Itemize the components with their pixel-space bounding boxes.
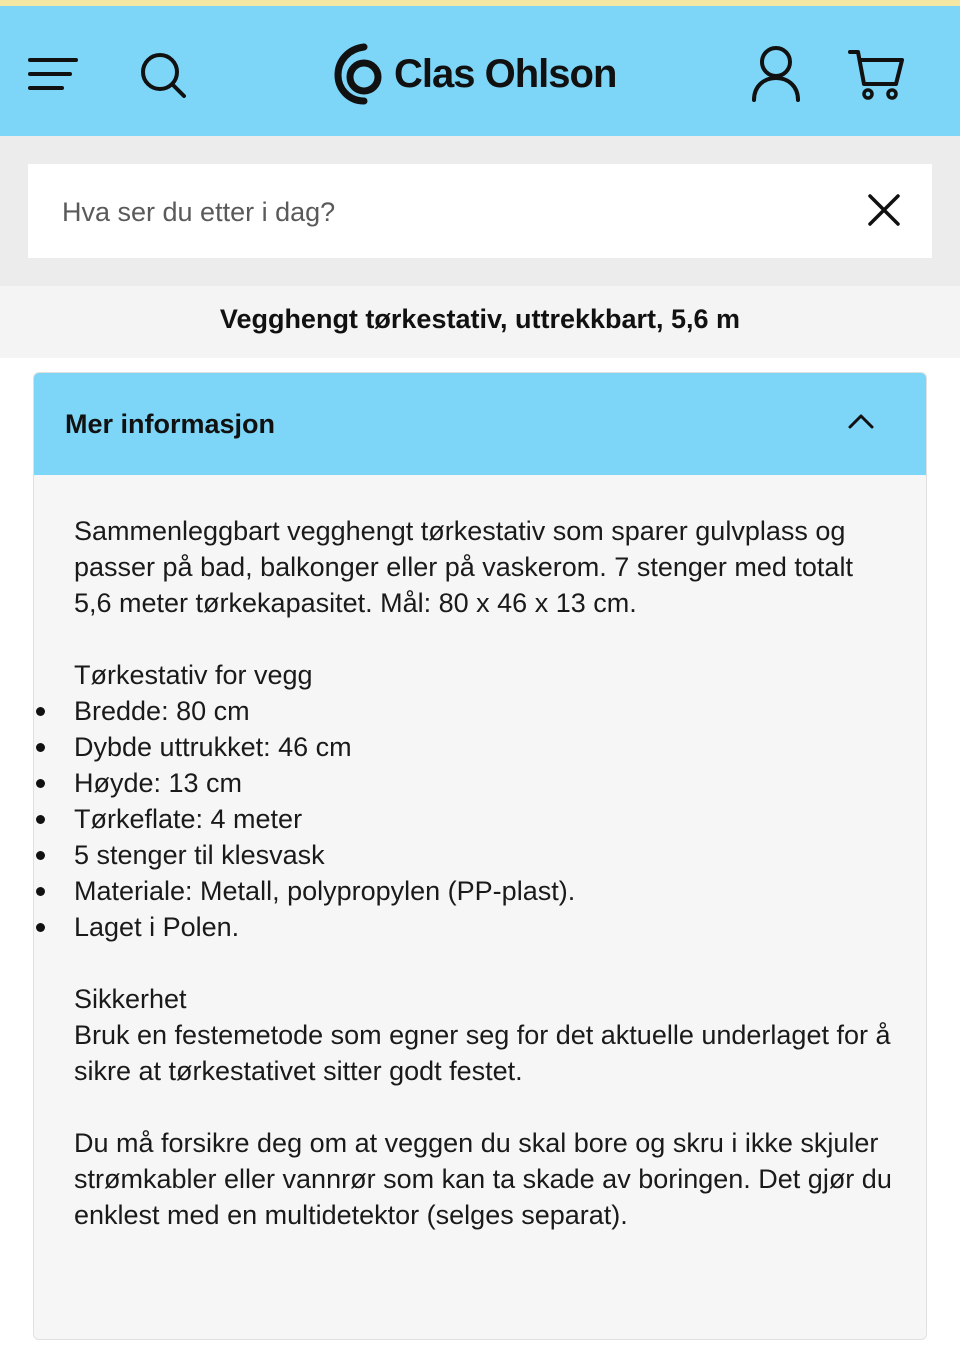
header-search-button[interactable] bbox=[136, 48, 190, 102]
cart-icon bbox=[846, 46, 906, 102]
search-icon bbox=[136, 48, 190, 102]
more-info-accordion bbox=[33, 372, 927, 1340]
user-icon bbox=[748, 44, 804, 104]
account-button[interactable] bbox=[748, 44, 804, 104]
spec-list bbox=[74, 693, 894, 945]
product-description: Sammenleggbart vegghengt tørkestativ som sparer gulvplass og passer på bad, balkonger eller på vaskerom. 7 stenger med totalt 5,6 meter tørkekapasitet. Mål: 80 x 46 x 13 cm. bbox=[74, 516, 853, 618]
list-item: Materiale: Metall, polypropylen (PP-plast). bbox=[74, 873, 894, 909]
clear-search-button[interactable] bbox=[866, 192, 902, 228]
cart-button[interactable] bbox=[846, 46, 906, 102]
site-header bbox=[0, 6, 960, 136]
product-title: Vegghengt tørkestativ, uttrekkbart, 5,6 m bbox=[219, 304, 741, 334]
hamburger-menu-icon bbox=[26, 48, 80, 96]
list-item: Bredde: 80 cm bbox=[74, 693, 894, 729]
safety-title: Sikkerhet bbox=[74, 984, 187, 1014]
warning-text: Du må forsikre deg om at veggen du skal bore og skru i ikke skjuler strømkabler eller vannrør som kan ta skade av boringen. Det gjør du enklest med en multidetektor (selges separat). bbox=[74, 1128, 892, 1230]
list-item: Dybde uttrukket: 46 cm bbox=[74, 729, 894, 765]
more-info-heading: Mer informasjon bbox=[65, 409, 276, 439]
spec-title: Tørkestativ for vegg bbox=[74, 660, 313, 690]
more-info-content bbox=[74, 513, 894, 1233]
menu-button[interactable] bbox=[26, 48, 80, 96]
close-icon bbox=[866, 192, 902, 228]
product-title-bar bbox=[0, 286, 960, 358]
safety-text: Bruk en festemetode som egner seg for det aktuelle underlaget for å sikre at tørkestativet sitter godt festet. bbox=[74, 1020, 891, 1086]
search-input[interactable] bbox=[60, 188, 844, 236]
list-item: Høyde: 13 cm bbox=[74, 765, 894, 801]
search-area bbox=[0, 136, 960, 286]
chevron-up-icon bbox=[846, 409, 876, 433]
clas-ohlson-logo-icon bbox=[334, 41, 386, 107]
brand-logo[interactable] bbox=[334, 38, 616, 110]
search-box bbox=[28, 164, 932, 258]
list-item: 5 stenger til klesvask bbox=[74, 837, 894, 873]
list-item: Laget i Polen. bbox=[74, 909, 894, 945]
more-info-toggle[interactable] bbox=[34, 373, 926, 475]
list-item: Tørkeflate: 4 meter bbox=[74, 801, 894, 837]
brand-name: Clas Ohlson bbox=[394, 51, 617, 96]
